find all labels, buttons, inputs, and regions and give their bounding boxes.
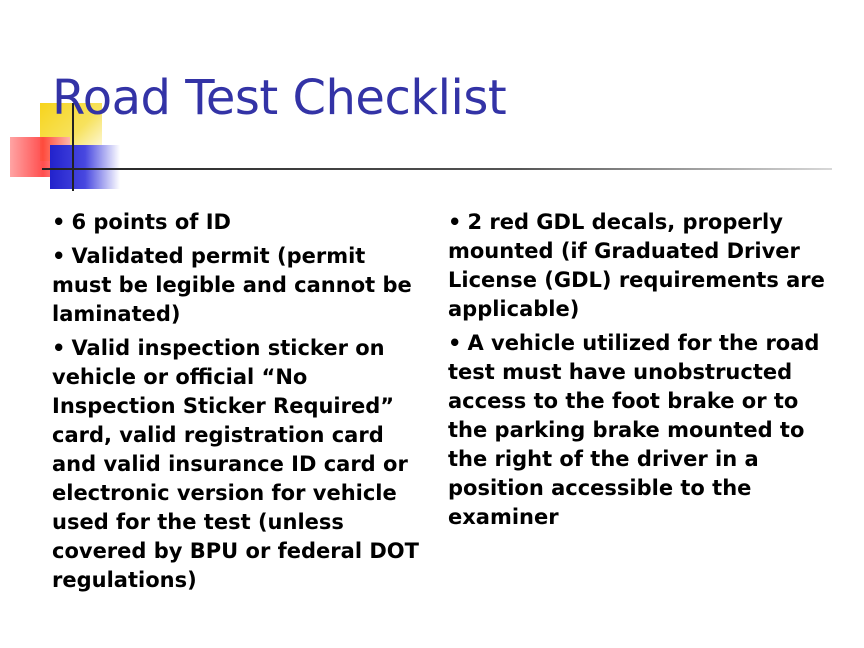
bullet-icon: • — [448, 331, 462, 355]
right-bullet-list — [448, 208, 828, 537]
list-item-text: Valid inspection sticker on vehicle or official “No Inspection Sticker Required” card, valid registration card and valid insurance ID card or electronic version for vehicle used for the test (unless covered by BPU or federal DOT regulations) — [52, 336, 419, 592]
list-item-text: 2 red GDL decals, properly mounted (if Graduated Driver License (GDL) requirements are applicable) — [448, 210, 825, 321]
list-item-text: 6 points of ID — [71, 210, 231, 234]
bullet-icon: • — [52, 336, 66, 360]
list-item — [448, 208, 828, 324]
bullet-icon: • — [448, 210, 462, 234]
list-item — [52, 208, 422, 237]
bullet-icon: • — [52, 244, 66, 268]
decorative-blue-square — [50, 145, 120, 189]
left-bullet-list — [52, 208, 422, 600]
list-item — [448, 329, 828, 532]
list-item — [52, 334, 422, 595]
list-item-text: A vehicle utilized for the road test must have unobstructed access to the foot brake or to the parking brake mounted to the right of the driver in a position accessible to the examiner — [448, 331, 820, 529]
slide-title: Road Test Checklist — [52, 70, 507, 126]
list-item — [52, 242, 422, 329]
bullet-icon: • — [52, 210, 66, 234]
list-item-text: Validated permit (permit must be legible and cannot be laminated) — [52, 244, 412, 326]
title-underline — [42, 168, 832, 170]
